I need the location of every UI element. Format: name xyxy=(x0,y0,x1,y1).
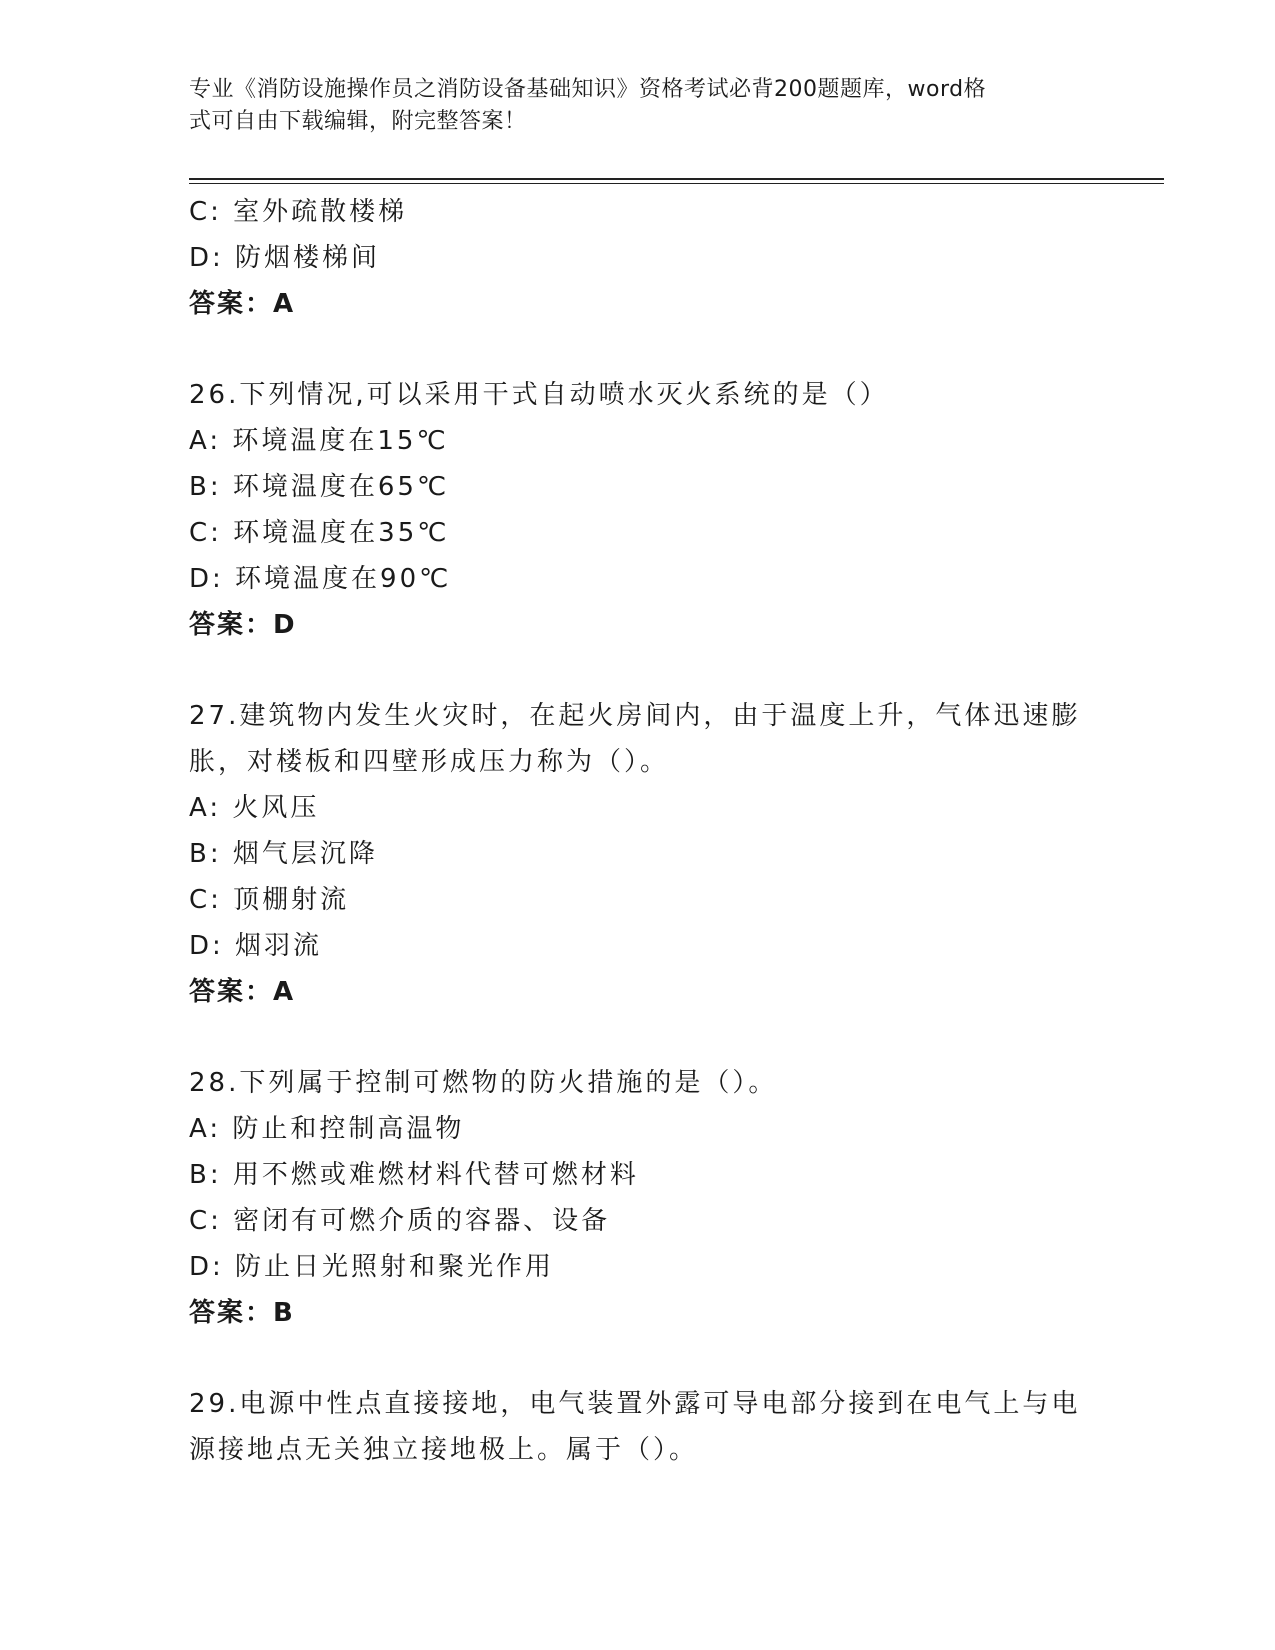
spacer xyxy=(189,327,1089,372)
header-title-line-2: 式可自由下载编辑，附完整答案！ xyxy=(189,109,527,134)
spacer xyxy=(189,648,1089,693)
answer-label: 答案：D xyxy=(189,610,297,640)
option-a: A: 环境温度在15℃ xyxy=(189,426,449,456)
answer-label: 答案：A xyxy=(189,977,296,1007)
question-25-tail xyxy=(189,189,1089,327)
option-d: D: 烟羽流 xyxy=(189,931,323,961)
option-c: C: 顶棚射流 xyxy=(189,885,350,915)
document-body xyxy=(189,189,1089,1473)
header-divider-thin xyxy=(189,183,1164,184)
answer-label: 答案：B xyxy=(189,1298,295,1328)
option-b: B: 环境温度在65℃ xyxy=(189,472,450,502)
question-stem-line-1: 29.电源中性点直接接地，电气装置外露可导电部分接到在电气上与电 xyxy=(189,1389,1081,1419)
option-b: B: 烟气层沉降 xyxy=(189,839,378,869)
option-d: D: 防止日光照射和聚光作用 xyxy=(189,1252,555,1282)
question-stem: 28.下列属于控制可燃物的防火措施的是（）。 xyxy=(189,1068,778,1098)
option-c: C: 密闭有可燃介质的容器、设备 xyxy=(189,1206,611,1236)
option-d: D: 环境温度在90℃ xyxy=(189,564,452,594)
question-28 xyxy=(189,1060,1089,1336)
header-divider-thick xyxy=(189,178,1164,180)
option-b: B: 用不燃或难燃材料代替可燃材料 xyxy=(189,1160,639,1190)
option-a: A: 防止和控制高温物 xyxy=(189,1114,465,1144)
spacer xyxy=(189,1015,1089,1060)
option-d: D: 防烟楼梯间 xyxy=(189,243,381,273)
question-stem-line-2: 源接地点无关独立接地极上。属于（）。 xyxy=(189,1435,699,1465)
question-27 xyxy=(189,693,1089,1015)
document-header xyxy=(189,74,1089,138)
question-26 xyxy=(189,372,1089,648)
question-29 xyxy=(189,1381,1089,1473)
question-stem-line-2: 胀，对楼板和四壁形成压力称为（）。 xyxy=(189,747,670,777)
option-a: A: 火风压 xyxy=(189,793,320,823)
answer-label: 答案：A xyxy=(189,289,296,319)
question-stem: 26.下列情况,可以采用干式自动喷水灭火系统的是（） xyxy=(189,380,889,410)
header-title-line-1: 专业《消防设施操作员之消防设备基础知识》资格考试必背200题题库，word格 xyxy=(189,77,987,102)
question-stem-line-1: 27.建筑物内发生火灾时，在起火房间内，由于温度上升，气体迅速膨 xyxy=(189,701,1081,731)
spacer xyxy=(189,1336,1089,1381)
option-c: C: 环境温度在35℃ xyxy=(189,518,450,548)
option-c: C: 室外疏散楼梯 xyxy=(189,197,408,227)
